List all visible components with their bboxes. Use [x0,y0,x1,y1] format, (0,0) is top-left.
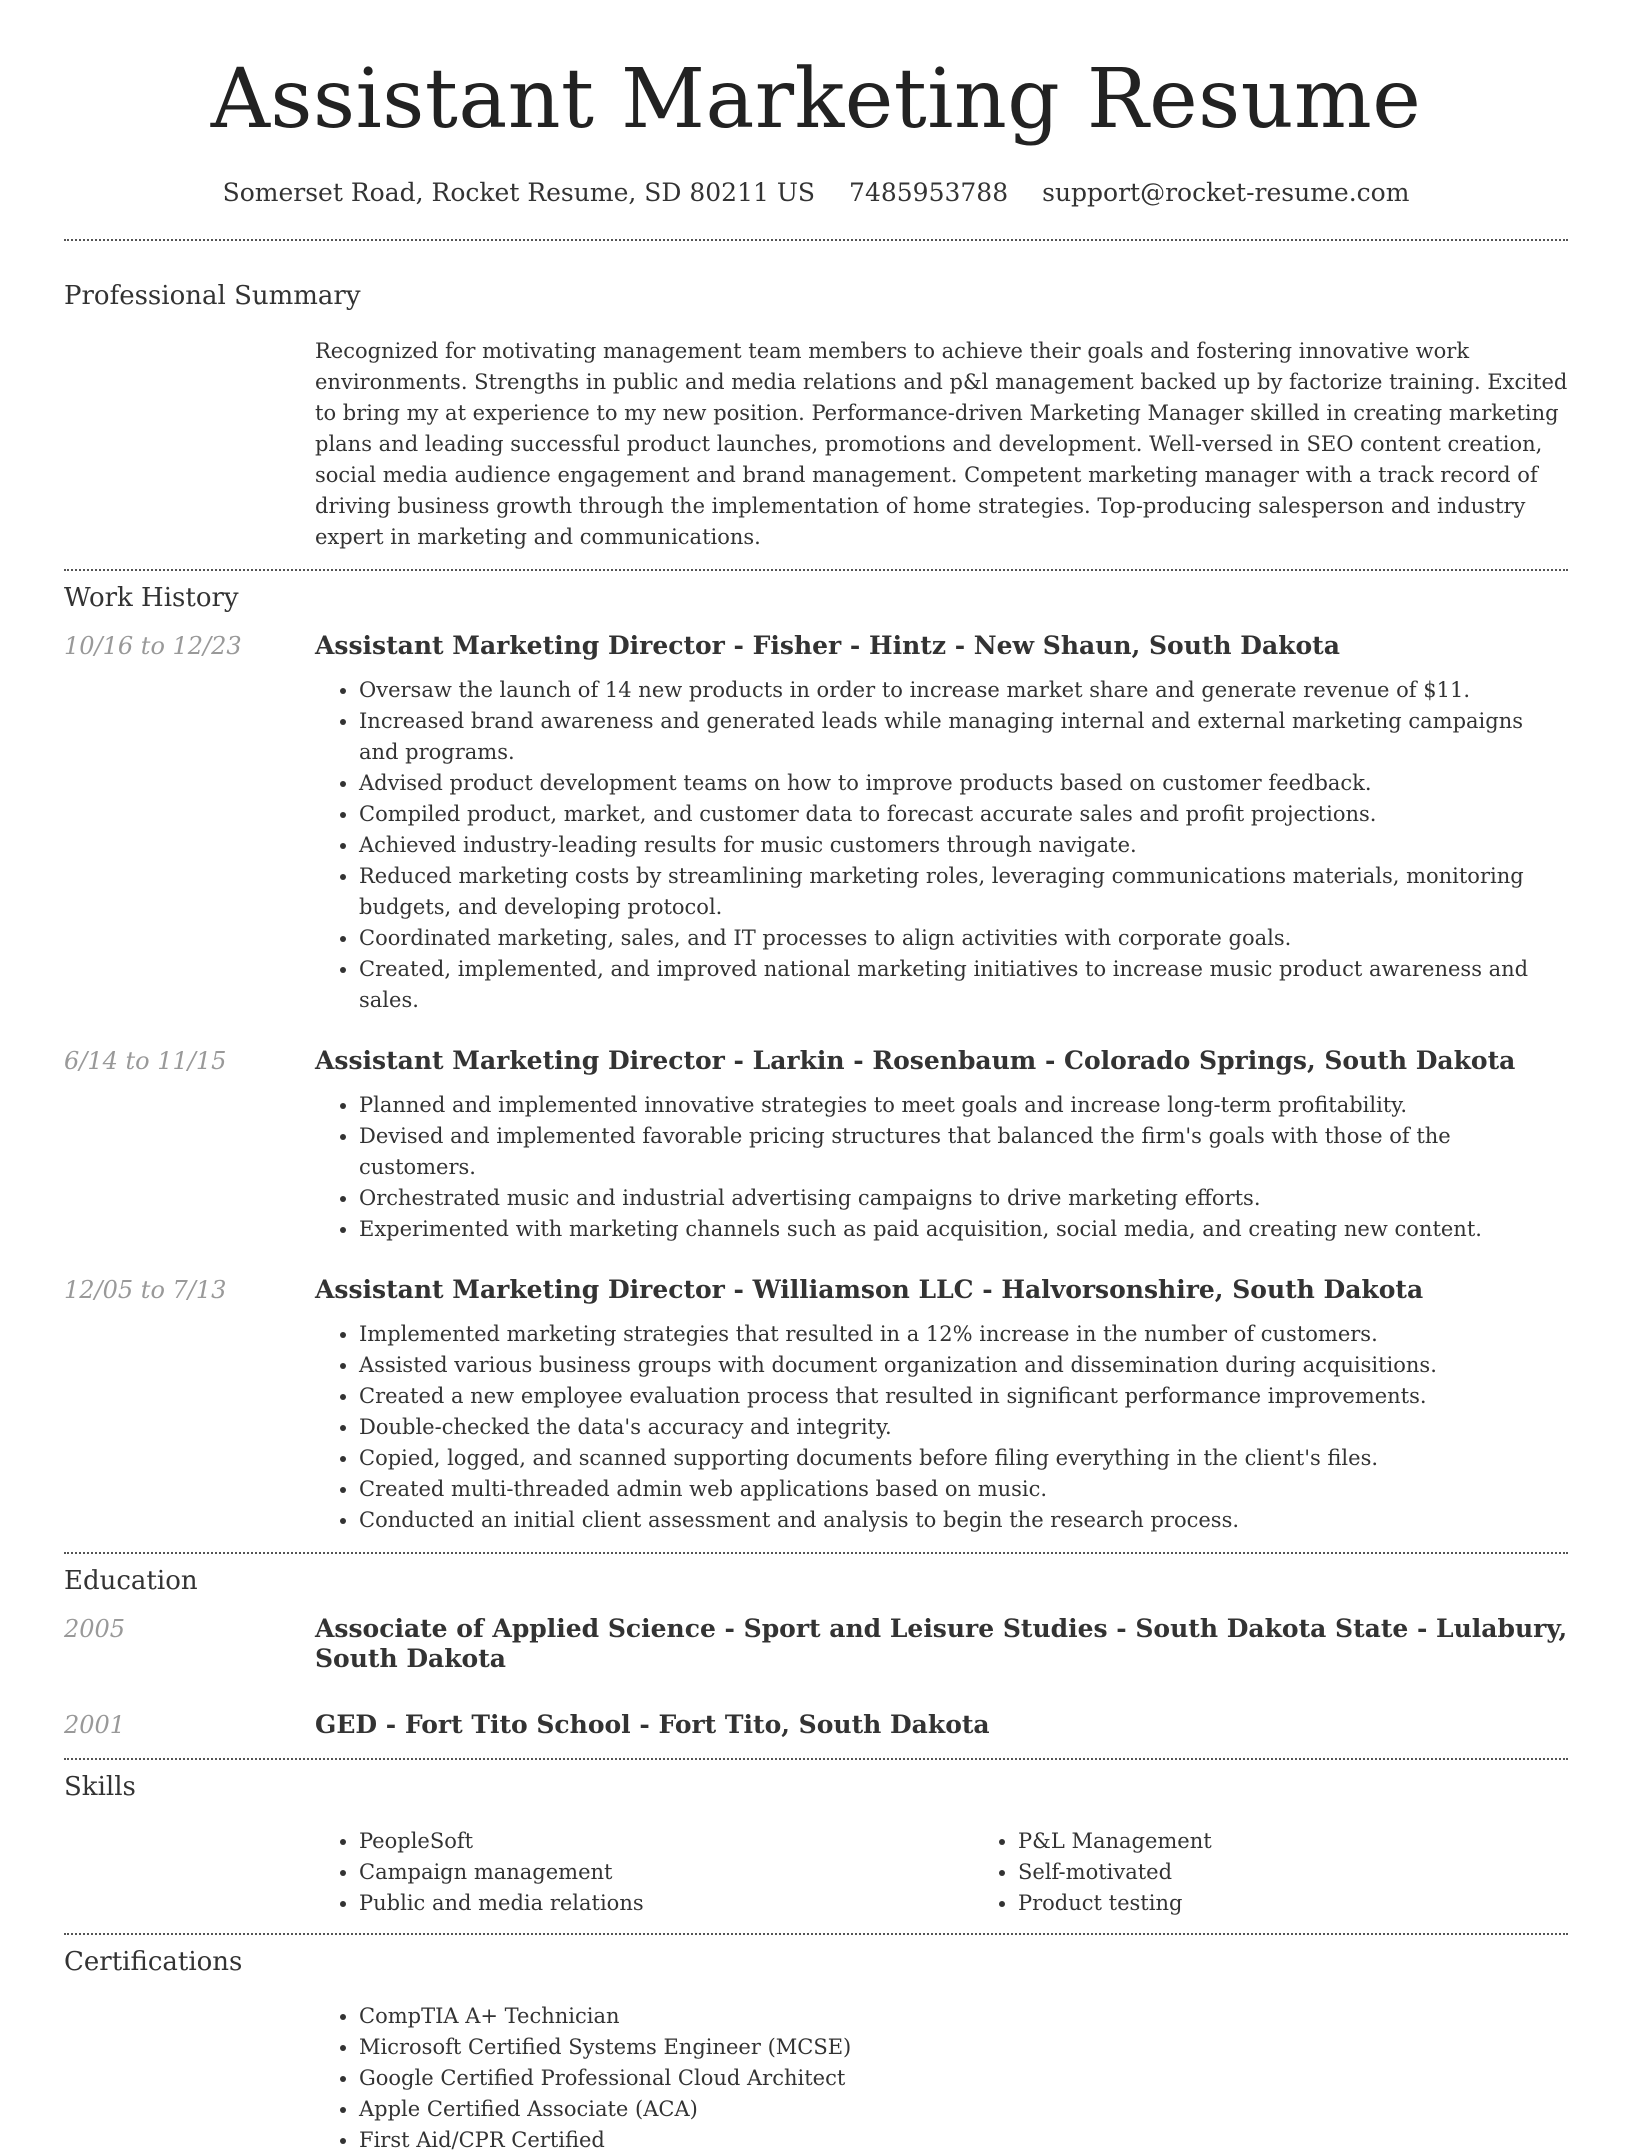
contact-line [0,178,1632,207]
job-title: Assistant Marketing Director - Williamson LLC - Halvorsonshire, South Dakota [315,1275,1424,1304]
job-title: Assistant Marketing Director - Fisher - Hintz - New Shaun, South Dakota [315,631,1340,660]
resume-header [0,0,1632,207]
job-bullet: • Created, implemented, and improved national marketing initiatives to increase music product awareness and sales. [359,954,1568,1016]
job-bullet: • Experimented with marketing channels such as paid acquisition, social media, and creating new content. [359,1214,1568,1245]
certification-item: • First Aid/CPR Certified [359,2125,1568,2156]
job-dates: 12/05 to 7/13 [64,1276,227,1304]
job-bullet: • Implemented marketing strategies that resulted in a 12% increase in the number of customers. [359,1319,1568,1350]
job-bullet: • Assisted various business groups with document organization and dissemination during acquisitions. [359,1350,1568,1381]
job-bullet: • Conducted an initial client assessment and analysis to begin the research process. [359,1505,1568,1536]
section-heading-skills: Skills [64,1772,136,1802]
job-list [64,631,1568,1536]
certifications-section [0,1935,1632,2156]
job-entry [64,1046,1568,1245]
job-bullet: • Reduced marketing costs by streamlining marketing roles, leveraging communications materials, monitoring budgets, and developing protocol. [359,861,1568,923]
job-bullet: • Achieved industry-leading results for music customers through navigate. [359,830,1568,861]
job-bullets [315,1319,1568,1536]
skill-item: • Campaign management [359,1857,974,1888]
job-bullet: • Created a new employee evaluation process that resulted in significant performance improvements. [359,1381,1568,1412]
section-heading-summary: Professional Summary [64,281,361,311]
job-bullets [315,1090,1568,1245]
summary-section [0,241,1632,553]
job-bullet: • Devised and implemented favorable pricing structures that balanced the firm's goals with those of the customers. [359,1121,1568,1183]
certifications-list [315,2001,1568,2156]
job-entry [64,631,1568,1016]
resume-title: Assistant Marketing Resume [210,52,1422,147]
certification-item: • Microsoft Certified Systems Engineer (MCSE) [359,2032,1568,2063]
contact-address: Somerset Road, Rocket Resume, SD 80211 US [222,178,816,207]
job-bullet: • Created multi-threaded admin web applications based on music. [359,1474,1568,1505]
job-dates: 10/16 to 12/23 [64,632,242,660]
section-heading-certifications: Certifications [64,1947,243,1977]
job-bullet: • Copied, logged, and scanned supporting documents before filing everything in the client's files. [359,1443,1568,1474]
education-year: 2005 [64,1615,126,1643]
skill-item: • P&L Management [1018,1826,1632,1857]
job-bullet: • Orchestrated music and industrial advertising campaigns to drive marketing efforts. [359,1183,1568,1214]
job-bullet: • Planned and implemented innovative strategies to meet goals and increase long-term profitability. [359,1090,1568,1121]
skills-column-2 [974,1826,1632,1919]
contact-phone: 7485953788 [849,178,1009,207]
work-section [0,571,1632,1536]
education-entry [64,1614,1568,1674]
skills-section [0,1760,1632,1919]
education-year: 2001 [64,1711,126,1739]
summary-text: Recognized for motivating management team members to achieve their goals and fostering innovative work environments. Strengths in public and media relations and p&l management backed up by factorize training. Excited to bring my at experience to my new position. Performance-driven Marketing Manager skilled in creating marketing plans and leading successful product launches, promotions and development. Well-versed in SEO content creation, social media audience engagement and brand management. Competent marketing manager with a track record of driving business growth through the implementation of home strategies. Top-producing salesperson and industry expert in marketing and communications. [315,339,1568,549]
job-entry [64,1275,1568,1536]
certification-item: • CompTIA A+ Technician [359,2001,1568,2032]
job-dates: 6/14 to 11/15 [64,1047,227,1075]
skill-item: • Public and media relations [359,1888,974,1919]
education-entry [64,1710,1568,1740]
skill-item: • PeopleSoft [359,1826,974,1857]
certification-item: • Google Certified Professional Cloud Architect [359,2063,1568,2094]
skill-item: • Product testing [1018,1888,1632,1919]
job-bullet: • Increased brand awareness and generated leads while managing internal and external marketing campaigns and programs. [359,706,1568,768]
contact-email: support@rocket-resume.com [1042,178,1410,207]
job-bullet: • Coordinated marketing, sales, and IT processes to align activities with corporate goals. [359,923,1568,954]
job-bullet: • Oversaw the launch of 14 new products in order to increase market share and generate revenue of $11. [359,675,1568,706]
section-heading-work: Work History [64,583,239,613]
education-title: Associate of Applied Science - Sport and Leisure Studies - South Dakota State - Lulabury, South Dakota [315,1614,1568,1673]
section-heading-education: Education [64,1566,198,1596]
job-bullet: • Compiled product, market, and customer data to forecast accurate sales and profit projections. [359,799,1568,830]
job-title: Assistant Marketing Director - Larkin - Rosenbaum - Colorado Springs, South Dakota [315,1046,1516,1075]
job-bullet: • Double-checked the data's accuracy and integrity. [359,1412,1568,1443]
education-title: GED - Fort Tito School - Fort Tito, South Dakota [315,1710,990,1739]
job-bullet: • Advised product development teams on how to improve products based on customer feedback. [359,768,1568,799]
skills-column-1 [315,1826,974,1919]
skill-item: • Self-motivated [1018,1857,1632,1888]
job-bullets [315,675,1568,1016]
education-list [64,1614,1568,1740]
certification-item: • Apple Certified Associate (ACA) [359,2094,1568,2125]
education-section [0,1554,1632,1740]
